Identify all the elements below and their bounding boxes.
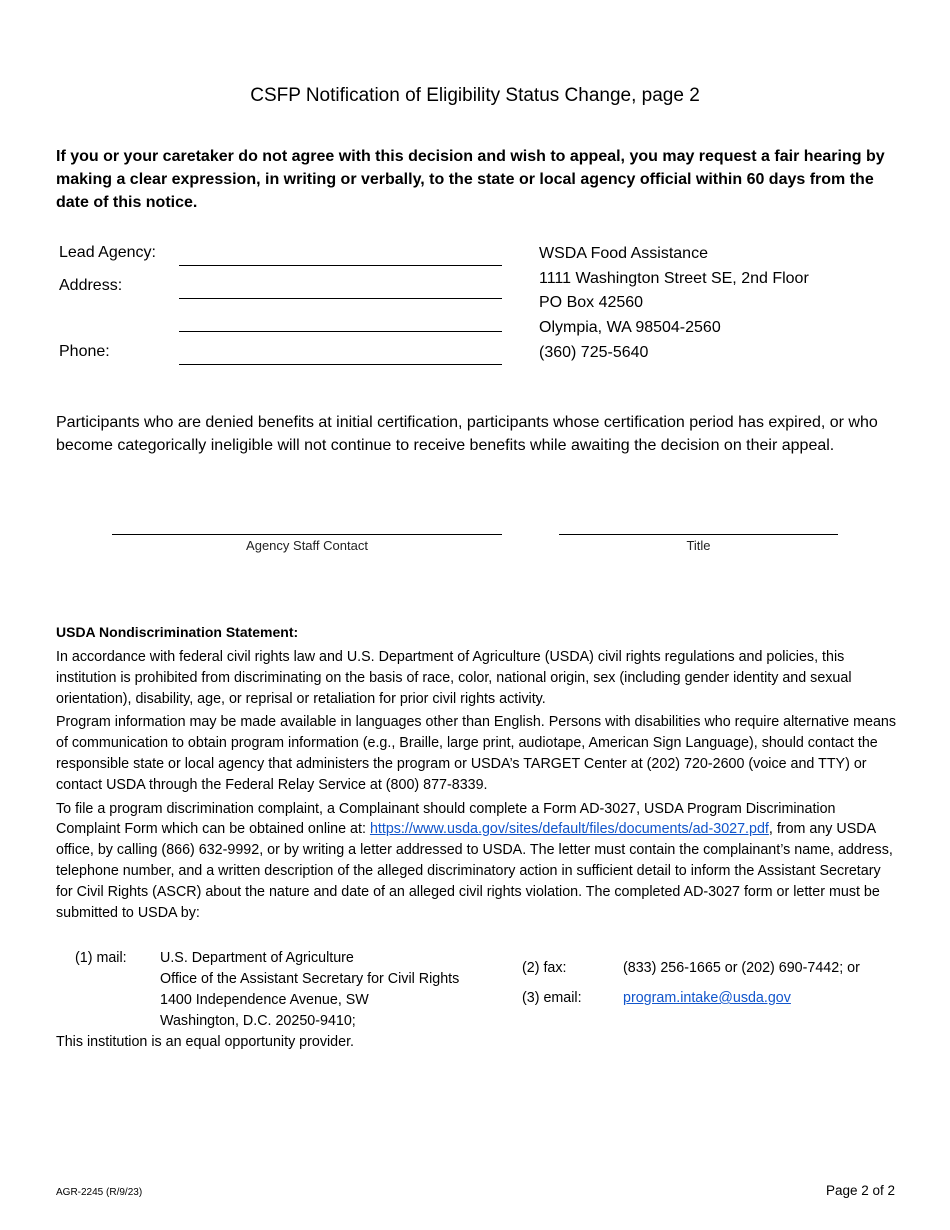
- agency-phone: (360) 725-5640: [539, 344, 649, 361]
- para-3-start: To file a program discrimination complaint, a Complainant should complete a Form AD-3027, USDA Program Discrimination Complaint Form which can be obtained online at:: [56, 800, 836, 838]
- page-title: CSFP Notification of Eligibility Status Change, page 2: [250, 85, 700, 106]
- fax-label: (2) fax:: [522, 960, 567, 976]
- fax-value: (833) 256-1665 or (202) 690-7442; or: [623, 960, 860, 976]
- address-field-line-1[interactable]: [179, 298, 502, 299]
- mail-address-line-2: Office of the Assistant Secretary for Civil Rights: [160, 971, 460, 987]
- email-label: (3) email:: [522, 990, 582, 1006]
- mail-address-line-3: 1400 Independence Avenue, SW: [160, 992, 369, 1008]
- page-number: Page 2 of 2: [825, 1183, 895, 1198]
- equal-opportunity-statement: This institution is an equal opportunity provider.: [56, 1034, 355, 1050]
- appeal-notice: If you or your caretaker do not agree with this decision and wish to appeal, you may request a fair hearing by making a clear expression, in writing or verbally, to the state or local agency official within 60 days from the date of this notice.: [56, 148, 885, 211]
- agency-street: 1111 Washington Street SE, 2nd Floor: [539, 269, 809, 287]
- phone-field[interactable]: [179, 364, 502, 365]
- title-signature-line[interactable]: [559, 534, 838, 535]
- nondiscrimination-body: [56, 647, 901, 926]
- staff-contact-signature-line[interactable]: [112, 534, 502, 535]
- form-id: AGR-2245 (R/9/23): [56, 1187, 143, 1198]
- agency-name: WSDA Food Assistance: [539, 245, 708, 262]
- lead-agency-label: Lead Agency:: [59, 244, 156, 261]
- title-label: Title: [686, 538, 711, 553]
- nondiscrimination-heading: USDA Nondiscrimination Statement:: [56, 624, 299, 640]
- participants-notice: Participants who are denied benefits at initial certification, participants whose certification period has expired, or who become categorically ineligible will not continue to receive benefits while awaiting the decision on their appeal.: [56, 414, 878, 454]
- nondiscrimination-para-2: Program information may be made available in languages other than English. Persons with disabilities who require alternative means of communication to obtain program information (e.g., Braille, large print, audiotape, American Sign Language), should contact the responsible state or local agency that administers the program or USDA’s TARGET Center at (202) 720-2600 (voice and TTY) or contact USDA through the Federal Relay Service at (800) 877-8339.: [56, 714, 896, 793]
- mail-address-line-1: U.S. Department of Agriculture: [160, 950, 354, 966]
- email-link[interactable]: program.intake@usda.gov: [623, 990, 791, 1006]
- para-3-end: , from any USDA office, by calling (866) 632-9992, or by writing a letter addressed to USDA. The letter must contain the complainant’s name, address, telephone number, and a written description of the alleged discriminatory action in sufficient detail to inform the Assistant Secretary for Civil Rights (ASCR) about the nature and date of an alleged civil rights violation. The completed AD-3027 form or letter must be submitted to USDA by:: [56, 821, 893, 921]
- mail-label: (1) mail:: [75, 950, 127, 966]
- complaint-form-link[interactable]: https://www.usda.gov/sites/default/files/documents/ad-3027.pdf: [369, 821, 769, 838]
- lead-agency-field[interactable]: [179, 265, 502, 266]
- nondiscrimination-para-1: In accordance with federal civil rights law and U.S. Department of Agriculture (USDA) civil rights regulations and policies, this institution is prohibited from discriminating on the basis of race, color, national origin, sex (including gender identity and sexual orientation), disability, age, or reprisal or retaliation for prior civil rights activity.: [56, 649, 852, 707]
- nondiscrimination-para-3: [56, 799, 901, 924]
- agency-po-box: PO Box 42560: [539, 294, 644, 311]
- address-field-line-2[interactable]: [179, 331, 502, 332]
- address-label: Address:: [59, 277, 123, 294]
- mail-address-line-4: Washington, D.C. 20250-9410;: [160, 1013, 356, 1029]
- phone-label: Phone:: [59, 343, 110, 360]
- staff-contact-label: Agency Staff Contact: [246, 538, 368, 553]
- agency-city: Olympia, WA 98504-2560: [539, 318, 721, 336]
